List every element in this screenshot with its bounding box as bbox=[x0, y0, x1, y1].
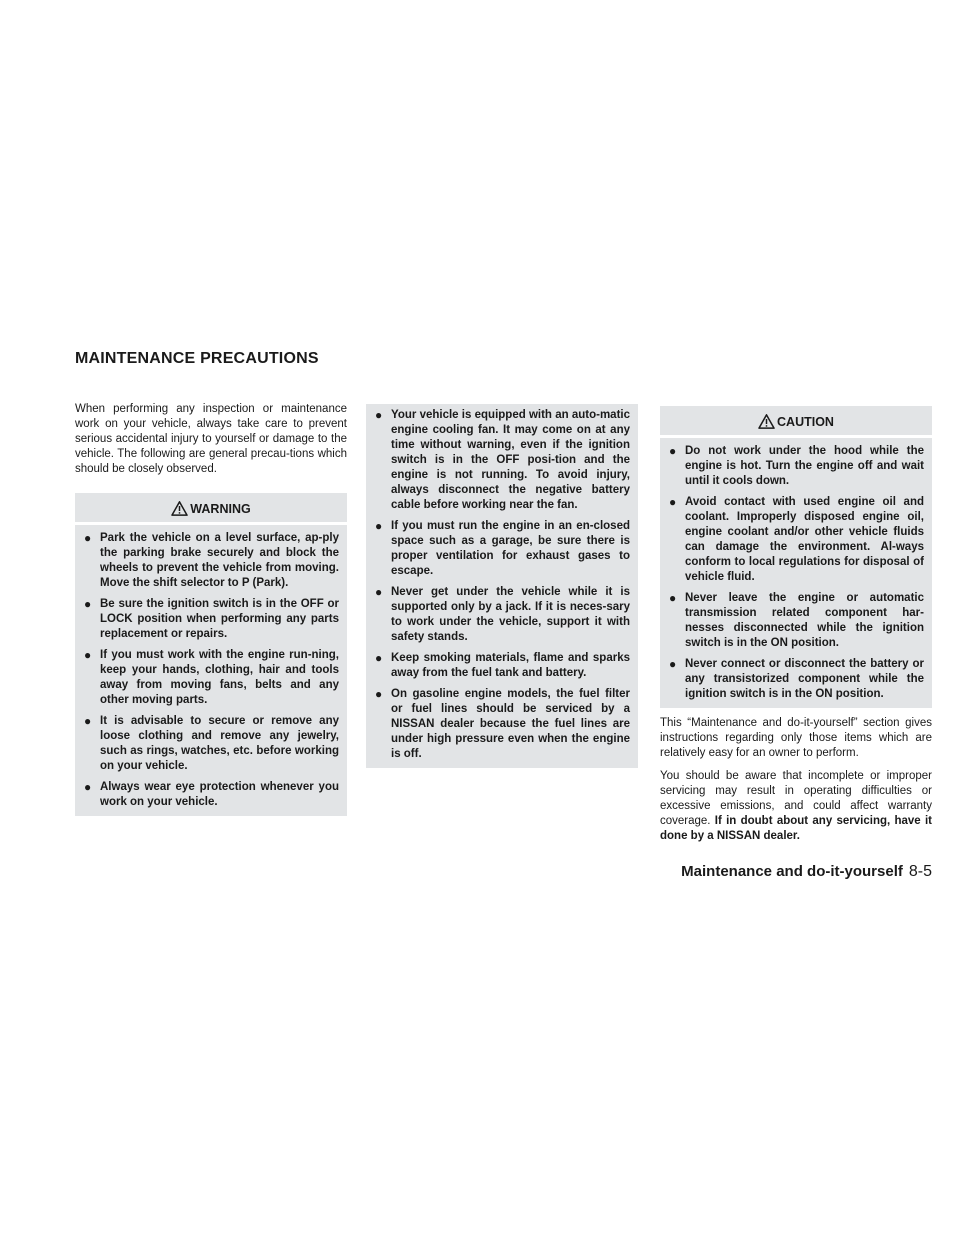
list-item-text: Always wear eye protection whenever you work on your vehicle. bbox=[100, 781, 339, 808]
list-item bbox=[83, 714, 339, 774]
servicing-paragraph bbox=[660, 769, 932, 844]
list-item-text: Never leave the engine or automatic transmission related component har-nesses disconnected while the ignition switch is in the ON position. bbox=[685, 592, 924, 649]
intro-paragraph: When performing any inspection or maintenance work on your vehicle, always take care to prevent serious accidental injury to yourself or damage to the vehicle. The following are general precau-tions which should be closely observed. bbox=[75, 403, 347, 475]
list-item-text: It is advisable to secure or remove any loose clothing and remove any jewelry, such as rings, watches, etc. before working on your vehicle. bbox=[100, 715, 339, 772]
bullet: ● bbox=[669, 495, 677, 509]
list-item-text: Do not work under the hood while the engine is hot. Turn the engine off and wait until it cools down. bbox=[685, 445, 924, 487]
warning-box bbox=[75, 493, 347, 816]
warning-list-continued bbox=[374, 408, 630, 762]
warning-box-continued bbox=[366, 404, 638, 768]
list-item bbox=[83, 648, 339, 708]
list-item-text: Never connect or disconnect the battery or any transistorized component while the ignition switch is in the ON position. bbox=[685, 658, 924, 700]
list-item-text: Never get under the vehicle while it is supported only by a jack. If it is neces-sary to work under the vehicle, support it with safety stands. bbox=[391, 586, 630, 643]
warning-triangle-icon bbox=[171, 501, 188, 516]
caution-title: CAUTION bbox=[777, 414, 834, 429]
list-item-text: Keep smoking materials, flame and sparks away from the fuel tank and battery. bbox=[391, 652, 630, 679]
list-item bbox=[668, 495, 924, 585]
servicing-emphasis: If in doubt about any servicing, have it done by a NISSAN dealer. bbox=[660, 815, 932, 842]
list-item bbox=[668, 591, 924, 651]
list-item-text: Your vehicle is equipped with an auto-matic engine cooling fan. It may come on at any time without warning, even if the ignition switch is in the OFF posi-tion and the engine is not running. To avoid injury, always disconnect the negative battery cable before working near the fan. bbox=[391, 409, 630, 511]
list-item-text: If you must work with the engine run-ning, keep your hands, clothing, hair and tools away from moving fans, belts and any other moving parts. bbox=[100, 649, 339, 706]
footer-section-name: Maintenance and do-it-yourself bbox=[681, 863, 903, 880]
list-item-text: On gasoline engine models, the fuel filter or fuel lines should be serviced by a NISSAN dealer because the fuel lines are under high pressure even when the engine is off. bbox=[391, 688, 630, 760]
bullet: ● bbox=[84, 648, 92, 662]
list-item-text: If you must run the engine in an en-closed space such as a garage, be sure there is proper ventilation for exhaust gases to escape. bbox=[391, 520, 630, 577]
bullet: ● bbox=[669, 657, 677, 671]
list-item bbox=[668, 657, 924, 702]
list-item bbox=[374, 519, 630, 579]
warning-list bbox=[83, 531, 339, 810]
caution-box bbox=[660, 406, 932, 708]
bullet: ● bbox=[375, 519, 383, 533]
bullet: ● bbox=[375, 585, 383, 599]
list-item bbox=[374, 651, 630, 681]
column-right bbox=[660, 406, 932, 844]
bullet: ● bbox=[84, 714, 92, 728]
bullet: ● bbox=[84, 780, 92, 794]
bullet: ● bbox=[669, 591, 677, 605]
bullet: ● bbox=[84, 531, 92, 545]
bullet: ● bbox=[375, 687, 383, 701]
list-item bbox=[374, 585, 630, 645]
page-number: 8-5 bbox=[908, 863, 932, 880]
list-item bbox=[374, 408, 630, 513]
caution-list bbox=[668, 444, 924, 702]
list-item-text: Avoid contact with used engine oil and coolant. Improperly disposed engine oil, engine coolant and/or other vehicle fluids can damage the environment. Al-ways conform to local regulations for disposal of vehicle fluid. bbox=[685, 496, 924, 583]
list-item-text: Be sure the ignition switch is in the OFF or LOCK position when performing any parts replacement or repairs. bbox=[100, 598, 339, 640]
warning-header bbox=[75, 497, 347, 525]
bullet: ● bbox=[84, 597, 92, 611]
bullet: ● bbox=[375, 651, 383, 665]
bullet: ● bbox=[669, 444, 677, 458]
servicing-text: You should be aware that incomplete or improper servicing may result in operating difficulties or excessive emissions, and could affect warranty coverage. bbox=[660, 770, 932, 827]
section-title: MAINTENANCE PRECAUTIONS bbox=[75, 350, 319, 367]
caution-header bbox=[660, 410, 932, 438]
list-item bbox=[668, 444, 924, 489]
list-item-text: Park the vehicle on a level surface, ap-ply the parking brake securely and block the wheels to prevent the vehicle from moving. Move the shift selector to P (Park). bbox=[100, 532, 339, 589]
warning-triangle-icon bbox=[758, 414, 775, 429]
list-item bbox=[83, 780, 339, 810]
scope-paragraph: This “Maintenance and do-it-yourself” section gives instructions regarding only those items which are relatively easy for an owner to perform. bbox=[660, 717, 932, 759]
list-item bbox=[374, 687, 630, 762]
column-middle bbox=[366, 404, 638, 768]
warning-title: WARNING bbox=[190, 501, 251, 516]
column-left bbox=[75, 402, 347, 816]
page-footer bbox=[681, 863, 932, 881]
bullet: ● bbox=[375, 408, 383, 422]
list-item bbox=[83, 531, 339, 591]
list-item bbox=[83, 597, 339, 642]
